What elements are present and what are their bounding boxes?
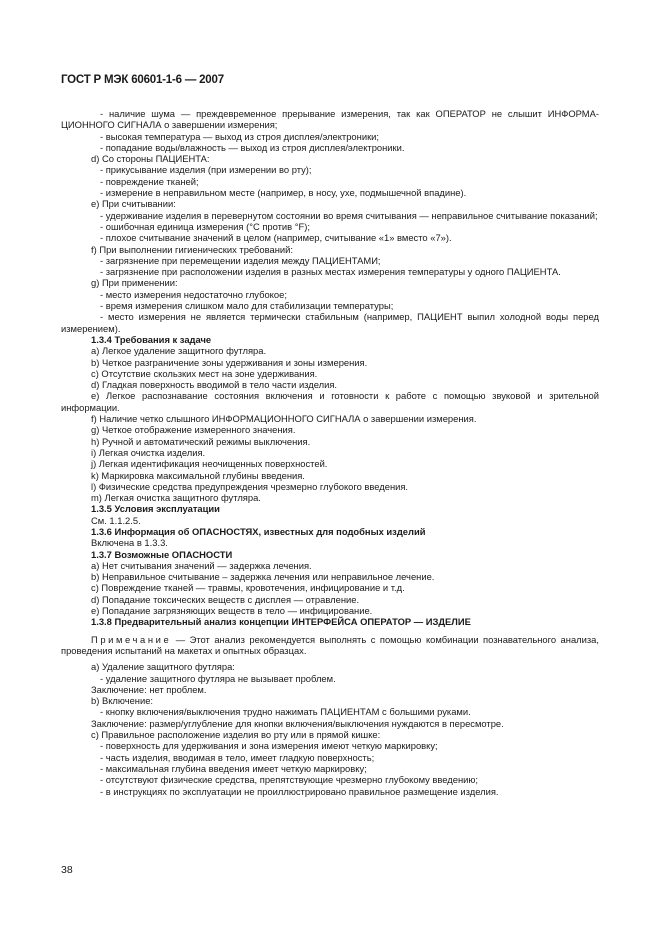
- text-line: b) Четкое разграничение зоны удерживания и зоны измерения.: [91, 356, 368, 368]
- text-line: См. 1.1.2.5.: [91, 514, 141, 526]
- section-heading: 1.3.4 Требования к задаче: [91, 333, 212, 345]
- text-line: d) Попадание токсических веществ с дисплея — отравление.: [91, 593, 360, 605]
- text-line: - место измерения недостаточно глубокое;: [100, 288, 287, 300]
- text-line: j) Легкая идентификация неочищенных поверхностей.: [91, 458, 328, 470]
- text-line: - в инструкциях по эксплуатации не проиллюстрировано правильное размещение изделия.: [100, 785, 499, 797]
- text-line: Заключение: размер/углубление для кнопки включения/выключения нуждаются в пересмотре.: [91, 717, 504, 729]
- text-line: a) Нет считывания значений — задержка лечения.: [91, 559, 312, 571]
- text-line: - максимальная глубина введения имеет четкую маркировку;: [100, 762, 367, 774]
- text-line: h) Ручной и автоматический режимы выключения.: [91, 435, 311, 447]
- text-line: - попадание воды/влажность — выход из строя дисплея/электроники.: [100, 141, 405, 153]
- text-line: f) При выполнении гигиенических требований:: [91, 243, 293, 255]
- text-line: - часть изделия, вводимая в тело, имеет гладкую поверхность;: [100, 751, 375, 763]
- note-paragraph: [61, 634, 599, 657]
- text-line: - высокая температура — выход из строя дисплея/электроники;: [100, 130, 380, 142]
- text-line: a) Легкое удаление защитного футляра.: [91, 345, 267, 357]
- text-line: b) Включение:: [91, 695, 154, 707]
- document-body: [61, 108, 599, 797]
- text-line: - повреждение тканей;: [100, 175, 199, 187]
- text-line: - ошибочная единица измерения (°C против °F);: [100, 220, 310, 232]
- text-line: m) Легкая очистка защитного футляра.: [91, 492, 261, 504]
- note-label: Примечание: [91, 633, 172, 645]
- section-heading: 1.3.6 Информация об ОПАСНОСТЯХ, известных для подобных изделий: [91, 525, 426, 537]
- text-line: e) Попадание загрязняющих веществ в тело — инфицирование.: [91, 605, 373, 617]
- note-text: — Этот анализ рекомендуется выполнять с помощью комбинации познавательного анализа, проведения испытаний на макетах и опытных образцах.: [61, 633, 599, 656]
- text-line: d) Со стороны ПАЦИЕНТА:: [91, 153, 210, 165]
- text-line: - удерживание изделия в перевернутом состоянии во время считывания — неправильное считывание показаний;: [100, 209, 598, 221]
- text-line: f) Наличие четко слышного ИНФОРМАЦИОННОГО СИГНАЛА о завершении измерения.: [91, 413, 477, 425]
- section-heading: 1.3.8 Предварительный анализ концепции ИНТЕРФЕЙСА ОПЕРАТОР — ИЗДЕЛИЕ: [91, 616, 471, 628]
- text-line: - наличие шума — преждевременное прерывание измерения, так как ОПЕРАТОР не слышит ИНФОРМАЦИОННОГО СИГНАЛА о завершении измерения;: [61, 108, 599, 131]
- document-header: ГОСТ Р МЭК 60601-1-6 — 2007: [61, 74, 224, 86]
- text-line: a) Удаление защитного футляра:: [91, 661, 235, 673]
- text-line: - прикусывание изделия (при измерении во рту);: [100, 164, 312, 176]
- text-line: g) При применении:: [91, 277, 178, 289]
- text-line: - место измерения не является термически стабильным (например, ПАЦИЕНТ выпил холодной воды перед измерением).: [61, 311, 599, 334]
- text-line: - плохое считывание значений в целом (например, считывание «1» вместо «7»).: [100, 232, 452, 244]
- text-line: - поверхность для удерживания и зона измерения имеют четкую маркировку;: [100, 740, 438, 752]
- text-line: - удаление защитного футляра не вызывает проблем.: [100, 672, 336, 684]
- section-heading: 1.3.7 Возможные ОПАСНОСТИ: [91, 548, 233, 560]
- text-line: Включена в 1.3.3.: [91, 537, 168, 549]
- text-line: Заключение: нет проблем.: [91, 683, 207, 695]
- text-line: e) При считывании:: [91, 198, 176, 210]
- text-line: e) Легкое распознавание состояния включения и готовности к работе с помощью звуковой и зрительной информации.: [61, 390, 599, 413]
- text-line: k) Маркировка максимальной глубины введения.: [91, 469, 305, 481]
- text-line: - измерение в неправильном месте (например, в носу, ухе, подмышечной впадине).: [100, 187, 467, 199]
- text-line: - отсутствуют физические средства, препятствующие чрезмерно глубокому введению;: [100, 774, 479, 786]
- text-line: c) Правильное расположение изделия во рту или в прямой кишке:: [91, 729, 381, 741]
- page-number: 38: [61, 864, 73, 876]
- text-line: - время измерения слишком мало для стабилизации температуры;: [100, 300, 394, 312]
- text-line: - кнопку включения/выключения трудно нажимать ПАЦИЕНТАМ с большими руками.: [100, 706, 471, 718]
- text-line: b) Неправильное считывание – задержка лечения или неправильное лечение.: [91, 571, 435, 583]
- text-line: i) Легкая очистка изделия.: [91, 446, 206, 458]
- text-line: l) Физические средства предупреждения чрезмерно глубокого введения.: [91, 480, 409, 492]
- text-line: - загрязнение при перемещении изделия между ПАЦИЕНТАМИ;: [100, 254, 381, 266]
- text-line: g) Четкое отображение измеренного значения.: [91, 424, 296, 436]
- section-heading: 1.3.5 Условия эксплуатации: [91, 503, 220, 515]
- text-line: d) Гладкая поверхность вводимой в тело части изделия.: [91, 379, 338, 391]
- text-line: c) Отсутствие скользких мест на зоне удерживания.: [91, 367, 318, 379]
- text-line: - загрязнение при расположении изделия в разных местах измерения температуры у одного ПАЦИЕНТА.: [100, 266, 561, 278]
- text-line: c) Повреждение тканей — травмы, кровотечения, инфицирование и т.д.: [91, 582, 405, 594]
